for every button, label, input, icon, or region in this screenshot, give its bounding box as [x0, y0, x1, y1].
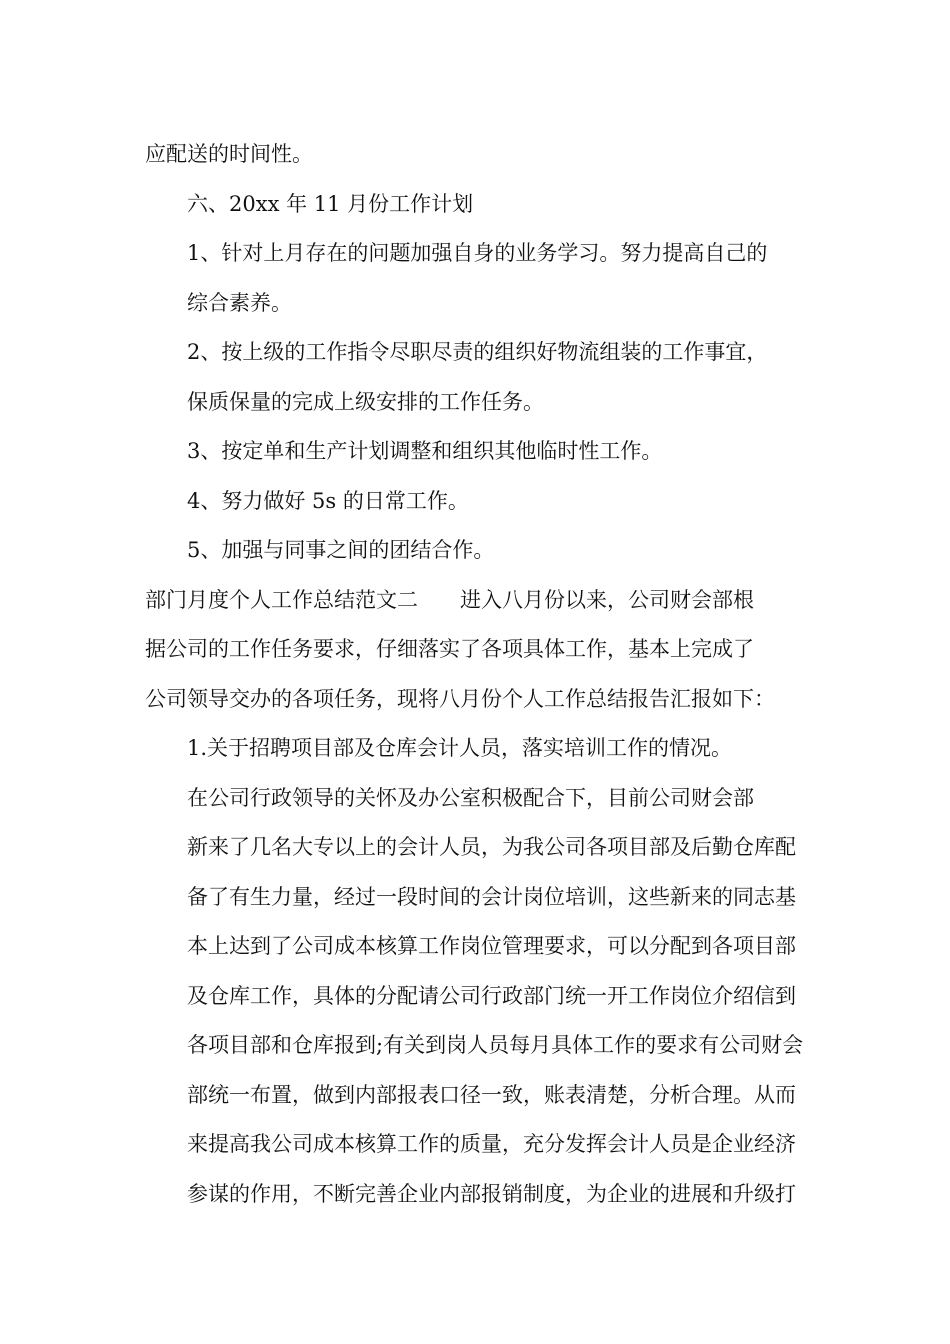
plan-item-3	[145, 427, 810, 477]
text-line: 本上达到了公司成本核算工作岗位管理要求，可以分配到各项目部	[187, 934, 796, 958]
paragraph-example-two-intro	[145, 576, 810, 725]
plan-item-1	[145, 229, 810, 328]
text-line: 及仓库工作，具体的分配请公司行政部门统一开工作岗位介绍信到	[187, 983, 796, 1008]
text-line: 保质保量的完成上级安排的工作任务。	[187, 389, 544, 414]
text-line: 新来了几名大专以上的会计人员，为我公司各项目部及后勤仓库配	[187, 835, 796, 859]
text-line: 1、针对上月存在的问题加强自身的业务学习。努力提高自己的	[187, 241, 768, 265]
plan-item-2	[145, 328, 810, 427]
text-line: 公司领导交办的各项任务，现将八月份个人工作总结报告汇报如下：	[145, 686, 775, 711]
text-line: 部统一布置，做到内部报表口径一致，账表清楚，分析合理。从而	[187, 1082, 796, 1107]
text-line: 各项目部和仓库报到;有关到岗人员每月具体工作的要求有公司财会	[187, 1033, 804, 1057]
text-line: 备了有生力量，经过一段时间的会计岗位培训，这些新来的同志基	[187, 884, 796, 909]
text-line: 在公司行政领导的关怀及办公室积极配合下，目前公司财会部	[187, 785, 754, 810]
text-line: 2、按上级的工作指令尽职尽责的组织好物流组装的工作事宜，	[187, 340, 768, 364]
text-line: 参谋的作用，不断完善企业内部报销制度，为企业的进展和升级打	[187, 1181, 796, 1206]
text-line: 来提高我公司成本核算工作的质量，充分发挥会计人员是企业经济	[187, 1132, 796, 1156]
paragraph-delivery-timeliness	[145, 130, 810, 180]
paragraph-recruitment-details	[145, 774, 810, 1220]
text-line: 3、按定单和生产计划调整和组织其他临时性工作。	[187, 439, 663, 463]
plan-item-5	[145, 526, 810, 576]
text-line: 应配送的时间性。	[145, 142, 313, 166]
section-heading-recruitment	[145, 724, 810, 774]
text-line: 4、努力做好 5s 的日常工作。	[187, 488, 469, 513]
text-line: 据公司的工作任务要求，仔细落实了各项具体工作，基本上完成了	[145, 637, 754, 661]
text-line: 六、20xx 年 11 月份工作计划	[187, 191, 474, 216]
text-line: 1.关于招聘项目部及仓库会计人员，落实培训工作的情况。	[187, 736, 733, 760]
section-heading-november-plan	[145, 180, 810, 230]
document-page	[145, 130, 810, 1219]
text-line: 5、加强与同事之间的团结合作。	[187, 538, 495, 562]
text-line: 综合素养。	[187, 290, 292, 315]
text-line: 部门月度个人工作总结范文二 进入八月份以来，公司财会部根	[145, 587, 754, 612]
plan-item-4	[145, 477, 810, 527]
